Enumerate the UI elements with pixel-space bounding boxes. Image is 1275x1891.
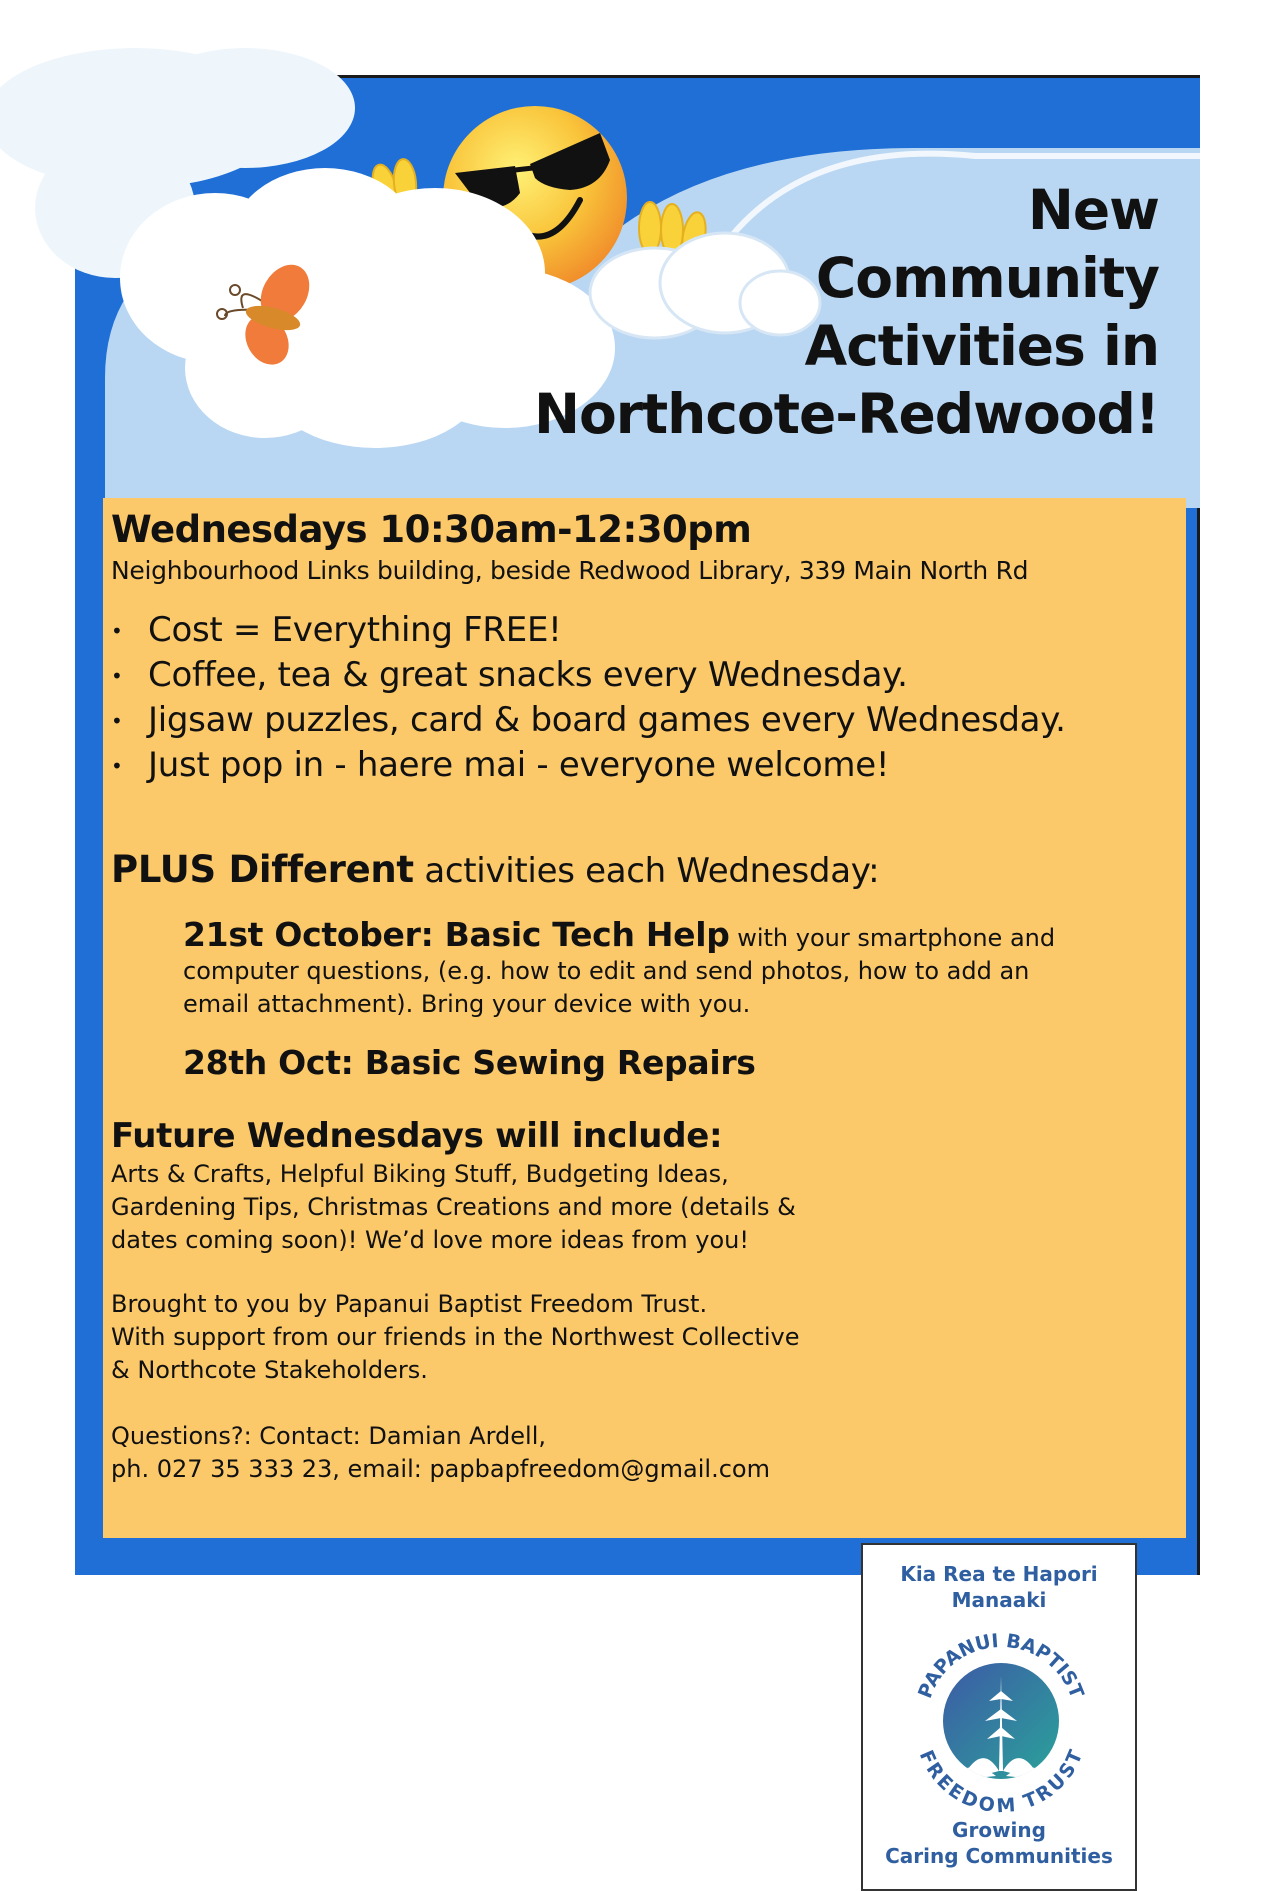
credits-line: & Northcote Stakeholders.	[111, 1356, 428, 1384]
title-line: Community	[815, 246, 1159, 310]
credits-line: With support from our friends in the Northwest Collective	[111, 1323, 800, 1351]
plus-heading-bold: PLUS Different	[111, 848, 414, 891]
future-heading: Future Wednesdays will include:	[111, 1116, 723, 1156]
event-detail: computer questions, (e.g. how to edit and send photos, how to add an	[183, 957, 1030, 985]
credits-text	[111, 1288, 831, 1387]
future-line: Arts & Crafts, Helpful Biking Stuff, Budgeting Ideas,	[111, 1160, 729, 1188]
location-text: Neighbourhood Links building, beside Redwood Library, 339 Main North Rd	[111, 556, 1029, 585]
logo-tagline-bottom	[863, 1817, 1135, 1869]
trust-seal-logo	[901, 1621, 1101, 1821]
logo-line: Kia Rea te Hapori	[900, 1562, 1098, 1586]
event-sewing-repairs: 28th Oct: Basic Sewing Repairs	[183, 1043, 756, 1082]
title-line: Northcote-Redwood!	[533, 382, 1159, 446]
content-panel	[103, 498, 1186, 1868]
future-line: Gardening Tips, Christmas Creations and more (details &	[111, 1193, 796, 1221]
poster-title	[534, 176, 1159, 448]
bullet-list	[111, 608, 1066, 788]
poster	[75, 75, 1200, 1868]
event-detail: with your smartphone and	[729, 924, 1056, 952]
event-detail: email attachment). Bring your device with you.	[183, 990, 751, 1018]
title-line: New	[1027, 178, 1159, 242]
title-line: Activities in	[804, 314, 1159, 378]
logo-line: Manaaki	[951, 1588, 1047, 1612]
plus-heading	[111, 848, 879, 891]
logo-line: Growing	[952, 1818, 1046, 1842]
credits-line: Brought to you by Papanui Baptist Freedom Trust.	[111, 1290, 708, 1318]
list-item: • Just pop in - haere mai - everyone welcome!	[111, 743, 1066, 788]
trust-logo-box	[861, 1543, 1137, 1891]
contact-line: ph. 027 35 333 23, email: papbapfreedom@gmail.com	[111, 1455, 770, 1483]
list-item: • Cost = Everything FREE!	[111, 608, 1066, 653]
seal-text-bottom: FREEDOM TRUST	[914, 1747, 1088, 1818]
future-line: dates coming soon)! We’d love more ideas from you!	[111, 1226, 749, 1254]
seal-text-top: PAPANUI BAPTIST	[914, 1629, 1088, 1702]
logo-line: Caring Communities	[885, 1844, 1113, 1868]
event-title: 21st October: Basic Tech Help	[183, 915, 730, 954]
contact-line: Questions?: Contact: Damian Ardell,	[111, 1422, 546, 1450]
plus-heading-rest: activities each Wednesday:	[413, 851, 880, 891]
schedule-heading: Wednesdays 10:30am-12:30pm	[111, 508, 752, 551]
list-item: • Jigsaw puzzles, card & board games every Wednesday.	[111, 698, 1066, 743]
logo-tagline-top	[863, 1561, 1135, 1613]
event-tech-help	[183, 915, 1083, 1021]
list-item: • Coffee, tea & great snacks every Wednesday.	[111, 653, 1066, 698]
future-text	[111, 1158, 831, 1257]
contact-text	[111, 1420, 831, 1486]
